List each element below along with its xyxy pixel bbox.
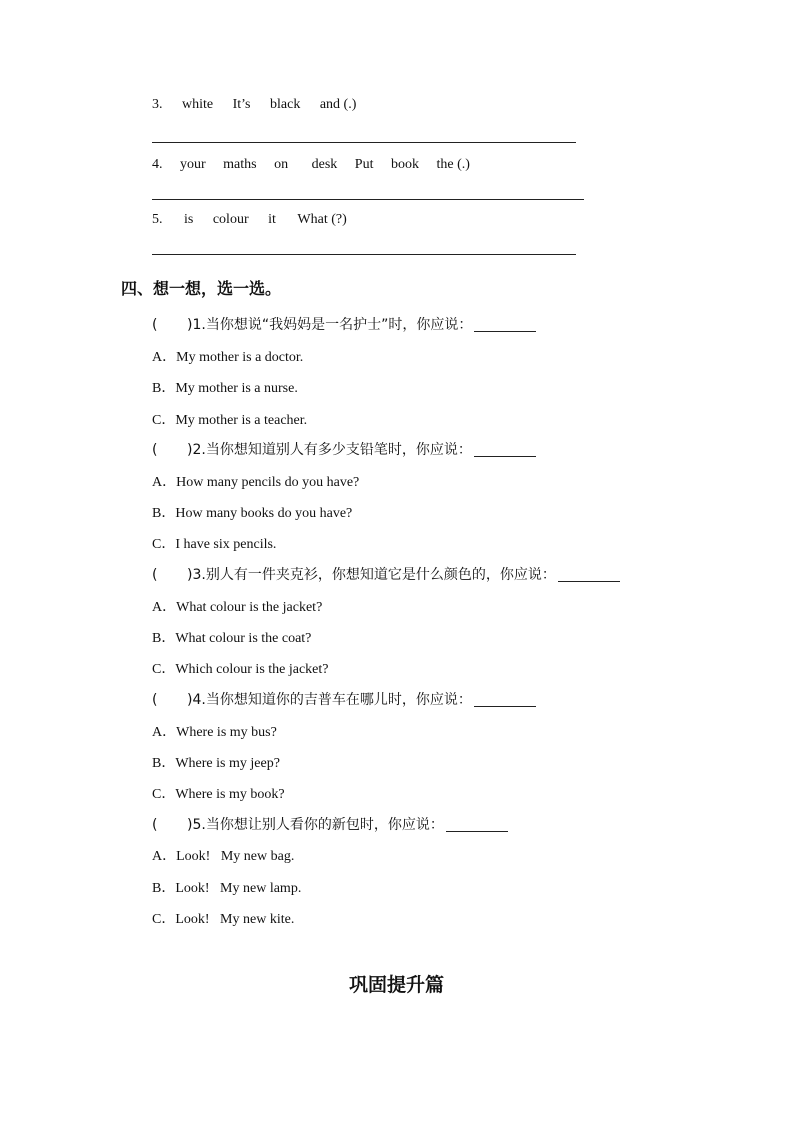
question-5 xyxy=(152,814,508,834)
item-number: 3. xyxy=(152,97,163,112)
option-a[interactable] xyxy=(152,721,277,741)
question-text: )5.当你想让别人看你的新包时，你应说： xyxy=(187,817,444,833)
word: and (.) xyxy=(319,97,357,112)
option-c[interactable] xyxy=(152,908,294,928)
word: it xyxy=(268,212,276,227)
answer-blank[interactable] xyxy=(474,692,536,707)
option-label: A． xyxy=(152,849,177,864)
option-b[interactable] xyxy=(152,502,352,522)
word: white xyxy=(182,97,214,112)
option-label: A． xyxy=(152,475,177,490)
option-label: B． xyxy=(152,881,176,896)
reorder-item-5 xyxy=(152,212,347,228)
word: your xyxy=(180,157,206,172)
option-label: C． xyxy=(152,413,176,428)
question-1 xyxy=(152,314,536,334)
word: maths xyxy=(223,157,257,172)
option-text: What colour is the coat? xyxy=(175,631,312,646)
answer-blank[interactable] xyxy=(474,317,536,332)
option-label: C． xyxy=(152,662,176,677)
section-title: 四、想一想，选一选。 xyxy=(121,279,282,298)
question-3 xyxy=(152,564,620,584)
word: black xyxy=(270,97,301,112)
word: on xyxy=(274,157,289,172)
item-number: 4. xyxy=(152,157,163,172)
option-b[interactable] xyxy=(152,627,311,647)
word: book xyxy=(390,157,419,172)
question-text: )1.当你想说“我妈妈是一名护士”时，你应说： xyxy=(187,317,473,333)
answer-paren[interactable]: ( xyxy=(152,692,158,708)
option-label: B． xyxy=(152,506,176,521)
word: colour xyxy=(212,212,249,227)
option-b[interactable] xyxy=(152,377,298,397)
option-label: A． xyxy=(152,725,177,740)
option-label: B． xyxy=(152,631,176,646)
word: the (.) xyxy=(436,157,470,172)
option-c[interactable] xyxy=(152,533,276,553)
answer-paren[interactable]: ( xyxy=(152,442,158,458)
word: Put xyxy=(354,157,374,172)
question-text: )2.当你想知道别人有多少支铅笔时，你应说： xyxy=(187,442,472,458)
option-b[interactable] xyxy=(152,752,280,772)
option-label: C． xyxy=(152,787,176,802)
item-number: 5. xyxy=(152,212,163,227)
option-b[interactable] xyxy=(152,877,301,897)
answer-line[interactable] xyxy=(152,199,584,200)
option-c[interactable] xyxy=(152,409,307,429)
option-c[interactable] xyxy=(152,783,285,803)
option-text: Where is my jeep? xyxy=(175,756,280,771)
option-text: Where is my book? xyxy=(175,787,285,802)
option-label: A． xyxy=(152,600,177,615)
option-c[interactable] xyxy=(152,658,329,678)
question-2 xyxy=(152,439,536,459)
answer-blank[interactable] xyxy=(446,817,508,832)
word: What (?) xyxy=(297,212,347,227)
option-text: My mother is a doctor. xyxy=(176,350,304,365)
answer-line[interactable] xyxy=(152,142,576,143)
reorder-item-3 xyxy=(152,97,356,113)
option-text: How many pencils do you have? xyxy=(176,475,360,490)
question-text: )3.别人有一件夹克衫，你想知道它是什么颜色的，你应说： xyxy=(187,567,556,583)
option-a[interactable] xyxy=(152,346,303,366)
option-text: Look! My new kite. xyxy=(175,912,295,927)
option-text: How many books do you have? xyxy=(175,506,353,521)
option-text: My mother is a nurse. xyxy=(175,381,298,396)
section-heading: 巩固提升篇 xyxy=(348,974,444,996)
option-text: I have six pencils. xyxy=(175,537,277,552)
option-text: Look! My new lamp. xyxy=(175,881,302,896)
answer-blank[interactable] xyxy=(558,567,620,582)
option-label: B． xyxy=(152,756,176,771)
word: is xyxy=(184,212,194,227)
answer-paren[interactable]: ( xyxy=(152,567,158,583)
answer-paren[interactable]: ( xyxy=(152,317,158,333)
option-text: What colour is the jacket? xyxy=(176,600,323,615)
answer-paren[interactable]: ( xyxy=(152,817,158,833)
option-text: Which colour is the jacket? xyxy=(175,662,329,677)
option-a[interactable] xyxy=(152,845,294,865)
word: desk xyxy=(311,157,338,172)
option-label: B． xyxy=(152,381,176,396)
option-label: C． xyxy=(152,537,176,552)
option-label: A． xyxy=(152,350,177,365)
answer-blank[interactable] xyxy=(474,442,536,457)
answer-line[interactable] xyxy=(152,254,576,255)
option-a[interactable] xyxy=(152,596,322,616)
option-text: Where is my bus? xyxy=(176,725,277,740)
question-4 xyxy=(152,689,536,709)
option-text: My mother is a teacher. xyxy=(175,413,308,428)
word: It’s xyxy=(232,97,251,112)
question-text: )4.当你想知道你的吉普车在哪儿时，你应说： xyxy=(187,692,472,708)
option-label: C． xyxy=(152,912,176,927)
option-text: Look! My new bag. xyxy=(176,849,295,864)
reorder-item-4 xyxy=(152,157,470,173)
option-a[interactable] xyxy=(152,471,359,491)
